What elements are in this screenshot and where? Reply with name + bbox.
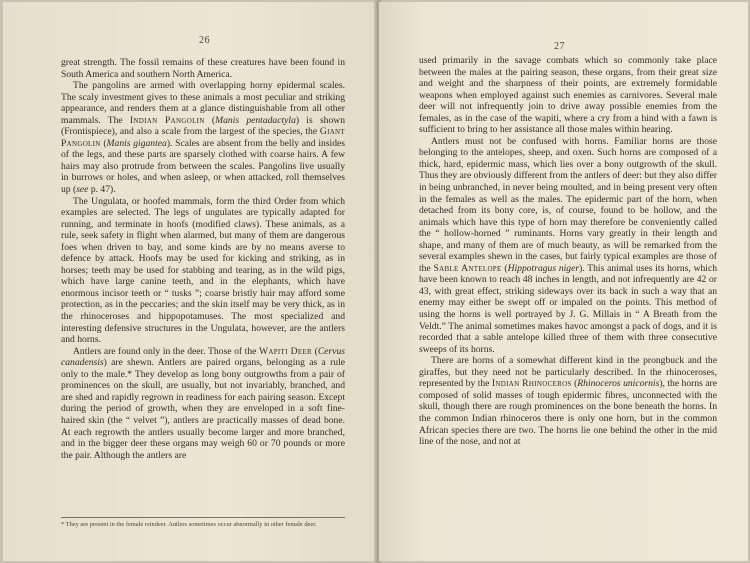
footnote: * They are present in the female reindeer. Antlers sometimes occur abnormally in other female deer. — [61, 517, 345, 529]
text-run: ). This animal uses its horns, which have been known to reach 48 inches in length, and not infrequently are 42 or 43, with great effect, striking sideways over its back in such a way that an enemy may either be swept off or impaled on the points. This method of using the horns is well portrayed by J. G. Millais in “ A Breath from the Veldt.” The animal sometimes makes havoc amongst a pack of dogs, and it is recorded that a sable antelope killed three of them with three consecutive sweeps of its horns. — [419, 262, 718, 355]
small-caps-name: Sable Antelope — [433, 262, 502, 274]
text-run: Antlers must not be confused with horns. Familiar horns are those belonging to the antelopes, sheep, and oxen. Such horns are composed of a thick, hard, epidermic mass, which lies over a bony outgrowth of the skull. Thus they are obviously different from the antlers of deer: but they also differ in being unbranched, in never being moulted, and in being present very often in the females as well as the males. The epidermic part of the horn, when detached from its bony core, is, of course, found to be hollow, and the animals which have this type of horn may therefore be conveniently called the “ hollow-horned ” ruminants. Horns vary greatly in their length and shape, and many of them are of much beauty, as will be remarked from the several examples shewn in the cases, but fairly typical examples are those of the — [419, 135, 717, 274]
italic-term: Manis gigantea — [106, 137, 167, 149]
text-run: ) are shewn. Antlers are paired organs, belonging as a rule only to the male.* They develop as long bony outgrowths from a pair of prominences on the skull, are usually, but not invariably, branched, and are shed and rapidly regrown in readiness for each pairing season. Except during the period of growth, when they are enveloped in a soft fine-haired skin (the “ velvet ”), antlers are practically masses of dead bone. At each regrowth the antlers usually become larger and more branched, and in the bigger deer these organs may weigh 60 or 70 pounds or more the pair. Although the antlers are — [61, 357, 345, 461]
paragraph — [61, 57, 345, 80]
text-run: ). Scales are absent from the belly and insides of the legs, and these parts are sparsely clothed with coarse hairs. A few hairs may also protrude from between the scales. Pangolins live usually in burrows or holes, and when asleep, or when attacked, roll themselves up ( — [61, 137, 345, 196]
text-run: ( — [204, 114, 216, 126]
right-page — [379, 2, 748, 561]
text-run: The Ungulata, or hoofed mammals, form the third Order from which examples are selected. The legs of ungulates are typically adapted for running, and terminate in hoofs (modified claws). These animals, as a rule, seek safety in flight when alarmed, but many of them are dangerous foes when driven to bay, and some kinds are by no means averse to defence by attack. Hoofs may be used for kicking and striking, as in horses; teeth may be used for stabbing and tearing, as in the wild pigs, which have large canine teeth, and in the elephants, which have enormous incisor teeth or “ tusks ”; coarse bristly hair may afford some protection, as in the peccaries; and the skin itself may be very thick, as in the rhinoceroses and hippopotamuses. The most specialized and interesting defensive structures in the Ungulata, however, are the antlers and horns. — [61, 195, 345, 346]
paragraph — [419, 355, 717, 447]
small-caps-name: Wapiti Deer — [259, 345, 313, 357]
left-page — [3, 2, 377, 561]
italic-term: Hippotragus niger — [507, 262, 580, 274]
text-run: p. 47). — [88, 184, 116, 196]
page-number: 27 — [554, 41, 565, 52]
paragraph — [419, 55, 717, 136]
page-number: 26 — [199, 35, 210, 46]
text-run: used primarily in the savage combats which so commonly take place between the males at the pairing season, these organs, from their great size and weight and the sharpness of their points, are extremely formidable weapons when employed against such enemies as carnivores. Several male deer will not infrequently join to drive away possible enemies from the females, as in the case of the wapiti, where a cry from a hind with a fawn is sufficient to bring to her assistance all those males within hearing. — [419, 55, 717, 136]
body-text — [61, 57, 345, 461]
text-run: ( — [312, 345, 318, 357]
body-text — [419, 55, 717, 448]
italic-term: Manis pentadactyla — [215, 114, 296, 126]
italic-term: Cervus canadensis — [61, 345, 346, 369]
small-caps-name: Indian Pangolin — [129, 114, 205, 126]
text-run: ), the horns are composed of solid masses of tough epidermic fibres, unconnected with the skull, though there are rough prominences on the bone beneath the horns. In the common Indian rhinoceros there is only one horn, but in the common African species there are two. The horns lie one behind the other in the mid line of the nose, and not at — [419, 378, 718, 448]
paragraph — [61, 80, 345, 195]
text-run: ( — [501, 262, 508, 274]
text-run: ) is shown (Frontispiece), and also a scale from the largest of the species, the — [61, 114, 346, 138]
text-run: ( — [571, 378, 578, 390]
small-caps-name: Giant Pangolin — [61, 126, 345, 149]
italic-term: Rhinoceros unicornis — [577, 378, 660, 390]
text-run: Antlers are found only in the deer. Those of the — [73, 345, 260, 357]
text-run: The pangolins are armed with overlapping horny epidermal scales. The scaly investment gives to these animals a most peculiar and striking appearance, and renders them at a glance distinguishable from all other mammals. The — [61, 80, 345, 126]
paragraph — [419, 136, 717, 355]
italic-term: see — [76, 184, 89, 196]
paragraph — [61, 196, 345, 346]
text-run: ( — [100, 137, 107, 149]
text-run: There are horns of a somewhat different kind in the prongbuck and the giraffes, but they need not be particularly described. In the rhinoceroses, represented by the — [419, 355, 717, 390]
paragraph — [61, 346, 345, 461]
text-run: great strength. The fossil remains of these creatures have been found in South America and southern North America. — [61, 57, 345, 80]
small-caps-name: Indian Rhinoceros — [491, 378, 572, 390]
